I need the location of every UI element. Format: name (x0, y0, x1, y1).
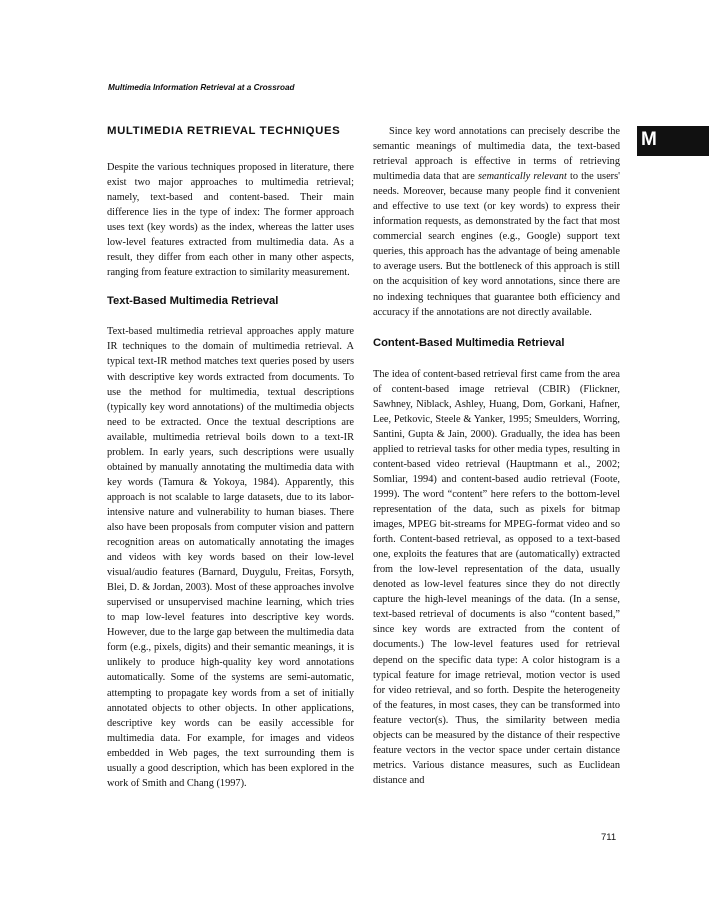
content-based-paragraph: The idea of content-based retrieval first came from the area of content-based image retrieval (CBIR) (Flickner, Sawhney, Niblack, Ashley, Huang, Dom, Gorkani, Hafner, Lee, Petkovic, Steele & Yanker, 1995; Smeulders, Worring, Santini, Gupta & Jain, 2000). Gradually, the idea has been applied to retrieval tasks for other media types, resulting in content-based video retrieval (Hauptmann et al., 2002; Somliar, 1994) and content-based audio retrieval (Foote, 1999). The word “content” here refers to the bottom-level representation of the data, such as pixels for bitmap images, MPEG bit-streams for MPEG-format video and so forth. Content-based retrieval, as opposed to a text-based one, exploits the features that are (automatically) extracted from the low-level representation of the data, usually denoted as low-level features since they do not directly capture the high-level meanings of the data. (In a sense, text-based retrieval of documents is also “content based,” since key words are extracted from the content of documents.) The low-level features used for retrieval depend on the specific data type: A color histogram is a typical feature for image retrieval, motion vector is used for video retrieval, and so forth. Despite the heterogeneity of the features, in most cases, they can be transformed into feature vector(s). Thus, the similarity between media objects can be measured by the distance of their respective feature vectors in the vector space under certain distance metrics. Various distance measures, such as Euclidean distance and (373, 368, 620, 786)
subheading-content-based: Content-Based Multimedia Retrieval (373, 336, 565, 349)
right-column (373, 124, 620, 788)
paragraph-text: Since key word annotations can precisely describe the semantic meanings of multimedia data, the text-based retrieval approach is effective in terms of retrieving multimedia data that are (373, 126, 620, 183)
left-column (107, 124, 354, 791)
running-head: Multimedia Information Retrieval at a Crossroad (108, 83, 295, 92)
subheading-text-based: Text-Based Multimedia Retrieval (107, 295, 279, 308)
thumb-index-letter: M (641, 129, 657, 150)
thumb-index-tab (637, 126, 709, 156)
italic-emphasis: semantically relevant (477, 171, 567, 183)
intro-paragraph: Despite the various techniques proposed in literature, there exist two major approaches to multimedia retrieval; namely, text-based and content-based. Their main difference lies in the type of index: The former approach uses text (key words) as the index, whereas the latter uses low-level features extracted from multimedia data. As a result, they differ from each other in many other aspects, ranging from feature extraction to similarity measurement. (107, 162, 354, 279)
page-number: 711 (601, 832, 617, 843)
section-heading: MULTIMEDIA RETRIEVAL TECHNIQUES (107, 125, 341, 137)
text-based-paragraph: Text-based multimedia retrieval approaches apply mature IR techniques to the domain of multimedia retrieval. A typical text-IR method matches text queries posed by users with descriptive key words extracted from documents. To use the method for multimedia, textual descriptions (typically key word annotations) of the multimedia objects need to be extracted. Once the textual descriptions are available, multimedia retrieval boils down to a text-IR problem. In early years, such descriptions were usually obtained by manually annotating the multimedia data with key words (Tamura & Yokoya, 1984). Apparently, this approach is not scalable to large datasets, due to its labor-intensive nature and vulnerability to human biases. There also have been proposals from computer vision and pattern recognition areas on automatically annotating the images and videos with key words based on their low-level visual/audio features (Barnard, Duygulu, Freitas, Forsyth, Blei, D. & Jordan, 2003). Most of these approaches involve supervised or unsupervised machine learning, which tries to map low-level features into descriptive key words. However, due to the large gap between the multimedia data form (e.g., pixels, digits) and their semantic meanings, it is unlikely to produce high-quality key word annotations automatically. Some of the systems are semi-automatic, attempting to propagate key words from a set of initially annotated objects to other objects. In other applications, descriptive key words can be easily accessible for multimedia data. For example, for images and videos embedded in Web pages, the text surrounding them is usually a good description, which has been explored in the work of Smith and Chang (1997). (107, 326, 354, 789)
paragraph-text: to the users' needs. Moreover, because many people find it convenient and effective to use text (or key words) to express their information requests, as demonstrated by the fact that most commercial search engines (e.g., Google) support text queries, this approach has the advantage of being amenable to average users. But the bottleneck of this approach is still on the acquisition of key word annotations, since there are no indexing techniques that guarantee both efficiency and accuracy if the annotations are not directly available. (373, 171, 621, 318)
text-based-continued-paragraph (373, 124, 620, 320)
